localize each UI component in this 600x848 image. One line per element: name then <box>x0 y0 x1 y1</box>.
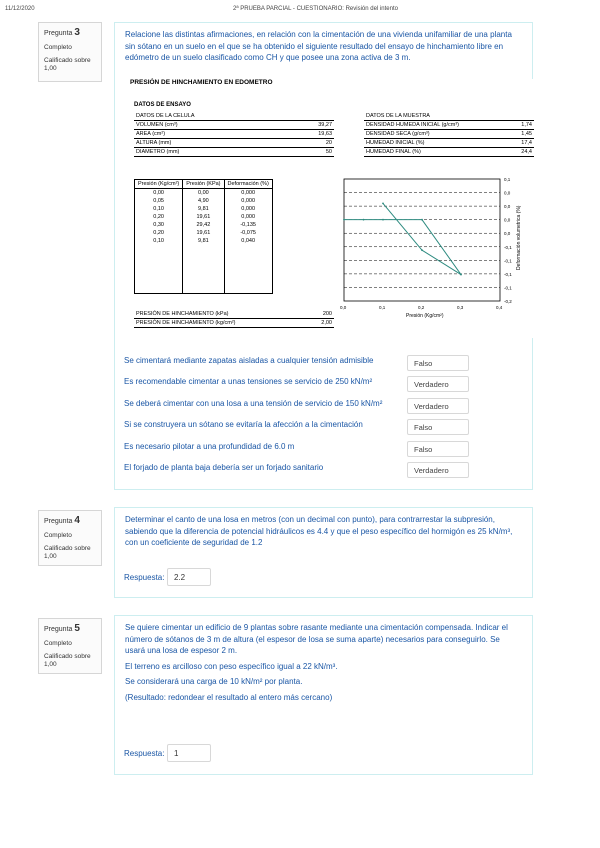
pressure-col-header: Deformación (%) <box>224 180 272 189</box>
answer-input[interactable]: 1 <box>167 744 211 762</box>
print-date: 11/12/2020 <box>5 6 35 12</box>
table-row: 0,20 19,61 0,000 <box>135 213 273 221</box>
cell-value: 20 <box>290 139 334 148</box>
y-tick-label: 0,0 <box>504 217 511 223</box>
answer-label: Respuesta: <box>124 573 165 582</box>
data-point <box>382 203 384 205</box>
cell-data-table <box>134 112 334 157</box>
y-tick-label: 0,0 <box>504 204 511 210</box>
question-number: Pregunta 3 <box>44 27 80 38</box>
question-status: Completo <box>44 640 72 647</box>
answer-select[interactable]: Verdadero <box>407 376 469 392</box>
sample-value: 24,4 <box>512 148 534 157</box>
deformation-chart <box>334 175 538 335</box>
sheet-title: PRESIÓN DE HINCHAMIENTO EN EDOMETRO <box>130 79 273 86</box>
cell-label: VOLUMEN (cm³) <box>134 121 290 130</box>
question-4-info <box>38 510 102 566</box>
answer-select[interactable]: Falso <box>407 355 469 371</box>
statement-text: Se cimentará mediante zapatas aisladas a cualquier tensión admisible <box>124 356 374 365</box>
x-tick-label: 0,1 <box>379 305 386 310</box>
answer-label: Respuesta: <box>124 749 165 758</box>
x-tick-label: 0,2 <box>418 305 425 310</box>
y-tick-label: 0,1 <box>504 177 511 182</box>
question-3-info <box>38 22 102 82</box>
data-point <box>363 219 365 221</box>
question-text: Relacione las distintas afirmaciones, en relación con la cimentación de una vivienda unifamiliar de una planta sin sótano en un suelo en el que se ha obtenido el siguiente resultado del ensayo de hinchamiento libre en edómetro de un suelo clasificado como CH y que posee una zona activa de 3 m. <box>125 30 512 63</box>
question-text: (Resultado: redondear el resultado al entero más cercano) <box>125 692 333 702</box>
cell-value: 50 <box>290 148 334 157</box>
sample-header: DATOS DE LA MUESTRA <box>364 112 512 121</box>
sample-label: DENSIDAD HUMEDA INICIAL (g/cm³) <box>364 121 512 130</box>
swell-kg-label: PRESIÓN DE HINCHAMIENTO (kg/cm²) <box>134 319 309 328</box>
grade-label: Calificado sobre <box>44 545 91 552</box>
sample-data-table <box>364 112 534 157</box>
statement-text: Es necesario pilotar a una profundidad de 6.0 m <box>124 442 295 451</box>
sample-value: 1,45 <box>512 130 534 139</box>
y-tick-label: -0,1 <box>504 244 512 250</box>
statement-text: El forjado de planta baja debería ser un forjado sanitario <box>124 463 324 472</box>
y-tick-label: -0,2 <box>504 299 512 304</box>
pressure-table <box>134 179 273 294</box>
grade-value: 1,00 <box>44 553 57 560</box>
x-tick-label: 0,0 <box>340 305 347 310</box>
y-tick-label: 0,0 <box>504 231 511 237</box>
statement-text: Se deberá cimentar con una losa a una tensión de servicio de 150 kN/m² <box>124 399 383 408</box>
sample-label: HUMEDAD INICIAL (%) <box>364 139 512 148</box>
x-tick-label: 0,3 <box>457 305 464 310</box>
datos-ensayo-title: DATOS DE ENSAYO <box>134 102 191 108</box>
y-tick-label: -0,1 <box>504 271 512 277</box>
cell-label: DIAMETRO (mm) <box>134 148 290 157</box>
cell-header: DATOS DE LA CELULA <box>134 112 290 121</box>
y-tick-label: 0,0 <box>504 190 511 196</box>
statement-text: Si se construyera un sótano se evitaría la afección a la cimentación <box>124 420 363 429</box>
series-line <box>344 203 461 274</box>
grade-label: Calificado sobre <box>44 57 91 64</box>
answer-select[interactable]: Falso <box>407 441 469 457</box>
answer-input[interactable]: 2.2 <box>167 568 211 586</box>
cell-label: AREA (cm²) <box>134 130 290 139</box>
answer-select[interactable]: Verdadero <box>407 462 469 478</box>
question-status: Completo <box>44 44 72 51</box>
y-tick-label: -0,1 <box>504 258 512 264</box>
grade-label: Calificado sobre <box>44 653 91 660</box>
grade-value: 1,00 <box>44 65 57 72</box>
swell-kg-value: 2,00 <box>309 319 334 328</box>
cell-label: ALTURA (mm) <box>134 139 290 148</box>
answer-select[interactable]: Verdadero <box>407 398 469 414</box>
data-point <box>421 219 423 221</box>
data-point <box>382 219 384 221</box>
data-point <box>460 274 462 276</box>
grade-value: 1,00 <box>44 661 57 668</box>
sample-value: 17,4 <box>512 139 534 148</box>
sample-label: DENSIDAD SECA (g/cm³) <box>364 130 512 139</box>
table-row: 0,30 29,42 -0,135 <box>135 221 273 229</box>
cell-value: 39,27 <box>290 121 334 130</box>
sample-label: HUMEDAD FINAL (%) <box>364 148 512 157</box>
table-row: 0,10 9,81 0,000 <box>135 205 273 213</box>
question-number: Pregunta 4 <box>44 515 80 526</box>
data-point <box>343 219 345 221</box>
pressure-col-header: Presión (Kg/cm²) <box>135 180 183 189</box>
question-text: Se quiere cimentar un edificio de 9 plantas sobre rasante mediante una cimentación compensada. Indicar el número de sótanos de 3 m de altura (el espesor de losa se suma aparte) necesarios para conseguirlo. Se usará una losa de espesor 2 m. <box>125 623 508 656</box>
x-tick-label: 0,4 <box>496 305 503 310</box>
question-5-info <box>38 618 102 674</box>
answer-select[interactable]: Falso <box>407 419 469 435</box>
cell-value: 19,63 <box>290 130 334 139</box>
plot-area <box>344 179 500 301</box>
question-text: El terreno es arcilloso con peso específico igual a 22 kN/m³. <box>125 661 338 671</box>
data-point <box>421 249 423 251</box>
table-row: 0,10 9,81 0,040 <box>135 237 273 245</box>
question-number: Pregunta 5 <box>44 623 80 634</box>
test-result-sheet <box>128 79 538 338</box>
question-text: Determinar el canto de una losa en metros (con un decimal con punto), para contrarrestar la subpresión, sabiendo que la diferencia de potencial hidráulicos es 4.4 y que el peso específico del hormigón es 25 kN/m³, con un coeficiente de seguridad de 1.2 <box>125 515 513 548</box>
swelling-pressure-table <box>134 310 334 328</box>
y-tick-label: -0,1 <box>504 285 512 291</box>
statement-text: Es recomendable cimentar a unas tensiones se servicio de 250 kN/m² <box>124 377 373 386</box>
swell-kpa-label: PRESIÓN DE HINCHAMIENTO (kPa) <box>134 310 309 319</box>
table-row: 0,20 19,61 -0,075 <box>135 229 273 237</box>
table-row: 0,00 0,00 0,000 <box>135 189 273 198</box>
table-row: 0,05 4,90 0,000 <box>135 197 273 205</box>
sample-value: 1,74 <box>512 121 534 130</box>
swell-kpa-value: 200 <box>309 310 334 319</box>
question-text: Se considerará una carga de 10 kN/m² por planta. <box>125 677 303 687</box>
y-axis-label: Deformación volumetrica (%) <box>516 205 522 270</box>
question-status: Completo <box>44 532 72 539</box>
pressure-col-header: Presión (KPa) <box>183 180 224 189</box>
page-title: 2ª PRUEBA PARCIAL - CUESTIONARIO: Revisión del intento <box>233 6 398 12</box>
x-axis-label: Presión (Kg/cm²) <box>406 313 444 319</box>
